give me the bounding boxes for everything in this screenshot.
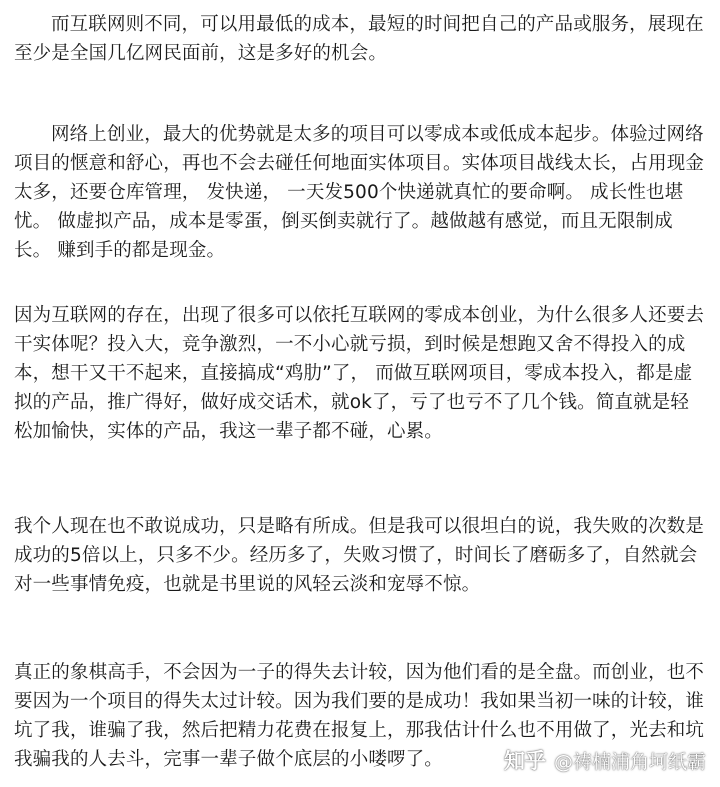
watermark-brand: 知乎	[503, 749, 546, 773]
paragraph-2: 网络上创业，最大的优势就是太多的项目可以零成本或低成本起步。体验过网络项目的惬意和舒心，再也不会去碰任何地面实体项目。实体项目战线太长，占用现金太多，还要仓库管理， 发快递， 一天发500个快递就真忙的要命啊。 成长性也堪忧。 做虚拟产品，成本是零蛋，倒买倒卖就行了。越做越有感觉，而且无限制成长。 赚到手的都是现金。	[14, 124, 705, 261]
paragraph-3: 因为互联网的存在，出现了很多可以依托互联网的零成本创业，为什么很多人还要去干实体呢？投入大，竞争激烈，一不小心就亏损，到时候是想跑又舍不得投入的成本，想干又干不起来，直接搞成“鸡肋”了， 而做互联网项目，零成本投入，都是虚拟的产品，推广得好，做好成交话术，就ok了，亏了也亏不了几个钱。简直就是轻松加愉快，实体的产品，我这一辈子都不碰，心累。	[14, 305, 705, 442]
paragraph-5: 真正的象棋高手，不会因为一子的得失去计较，因为他们看的是全盘。而创业，也不要因为一个项目的得失太过计较。因为我们要的是成功！我如果当初一味的计较，谁坑了我，谁骗了我，然后把精力花费在报复上，那我估计什么也不用做了，光去和坑我骗我的人去斗，完事一辈子做个底层的小喽啰了。	[14, 662, 705, 770]
paragraph-4: 我个人现在也不敢说成功，只是略有所成。但是我可以很坦白的说，我失败的次数是成功的5倍以上，只多不少。经历多了，失败习惯了，时间长了磨砺多了，自然就会对一些事情免疫，也就是书里说的风轻云淡和宠辱不惊。	[14, 516, 705, 595]
paragraph-1: 而互联网则不同，可以用最低的成本，最短的时间把自己的产品或服务，展现在至少是全国几亿网民面前，这是多好的机会。	[14, 14, 704, 64]
watermark-handle: @祷楠浦角坷纸霸	[553, 750, 706, 773]
